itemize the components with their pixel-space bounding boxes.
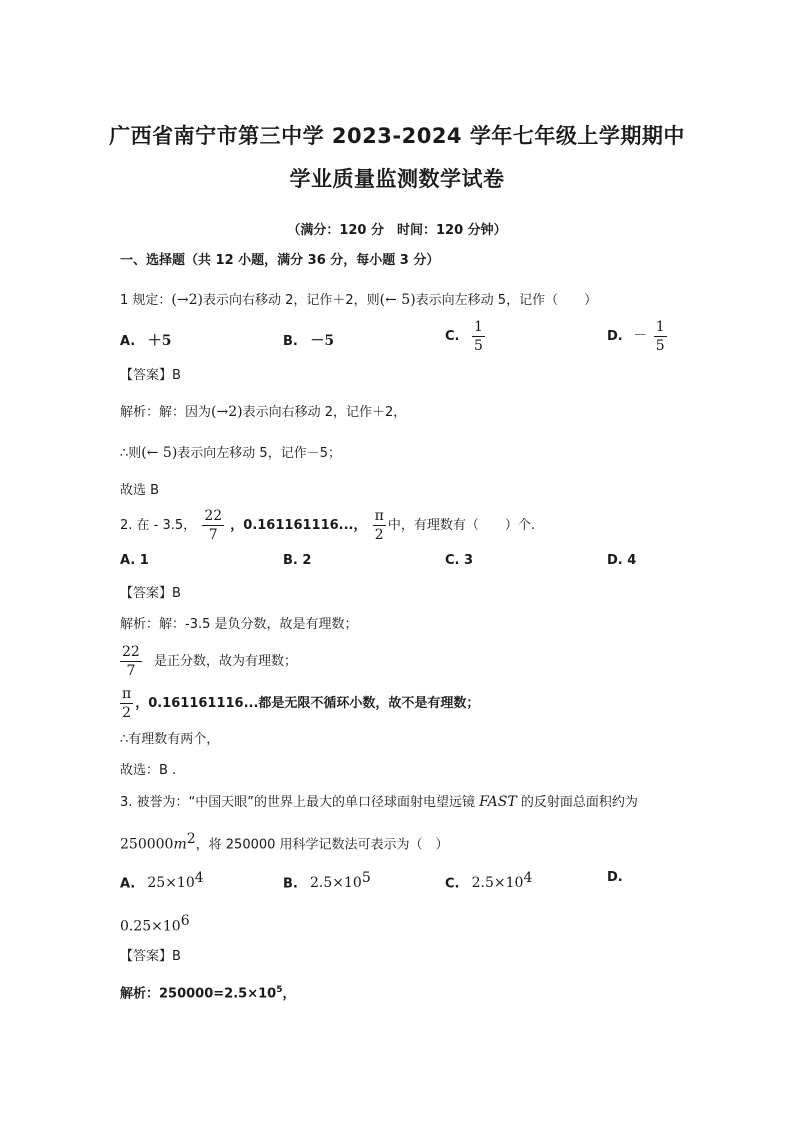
q1-option-c-label: C. (445, 329, 460, 344)
q1-option-c (445, 318, 487, 355)
q3-option-d-value (120, 911, 190, 937)
q2-exp-fraction-pi-2 (120, 685, 133, 722)
q3-option-a-base: 25×10 (147, 875, 195, 892)
question-2-stem (120, 506, 535, 546)
q2-option-b: B. 2 (283, 553, 312, 568)
q2-text-2: ，0.161161116...， (230, 518, 367, 533)
q3-option-c-base: 2.5×10 (471, 875, 524, 892)
q2-exp2-den: 7 (126, 663, 136, 679)
q1-option-d (607, 318, 669, 355)
q2-option-a: A. 1 (120, 553, 149, 568)
q3-option-b-base: 2.5×10 (310, 875, 362, 892)
q1-choice: 故选 B (120, 483, 160, 498)
title-line-2: 学业质量监测数学试卷 (289, 167, 505, 191)
q1-option-d-label: D. (607, 329, 623, 344)
q1-math-right: (→2) (171, 292, 203, 308)
q2-option-c: C. 3 (445, 553, 474, 568)
q1-option-d-num: 1 (655, 319, 665, 335)
q2-exp2-text: 是正分数，故为有理数； (153, 654, 297, 669)
q1-explanation-2 (120, 443, 341, 464)
q1-option-c-den: 5 (474, 338, 483, 354)
q2-fraction-pi-2 (373, 507, 386, 544)
section-heading: 一、选择题（共 12 小题，满分 36 分，每小题 3 分） (120, 253, 440, 268)
q3-option-a-exp: 4 (194, 870, 204, 886)
q1-option-b-value: －5 (310, 333, 335, 349)
q2-exp3-den: 2 (122, 705, 132, 721)
q2-exp2-num: 22 (122, 644, 140, 660)
title-line-1: 广西省南宁市第三中学 2023-2024 学年七年级上学期期中 (109, 124, 685, 148)
q2-text-1: 2. 在 - 3.5， (120, 518, 197, 533)
q1-option-a-label: A. (120, 334, 136, 349)
q3-option-d-label: D. (607, 870, 623, 885)
q1-option-c-num: 1 (474, 319, 483, 335)
q3-explanation (120, 980, 295, 1004)
q3-exp-text-b: ， (282, 986, 296, 1002)
q1-math-left: (← 5) (379, 292, 416, 308)
q2-f2-num: π (374, 508, 384, 524)
q2-f1-den: 7 (208, 527, 218, 543)
q1-exp2-text-b: 表示向左移动 5，记作－5； (177, 446, 341, 461)
q2-explanation-2 (120, 642, 297, 682)
question-1-stem (120, 290, 597, 311)
exam-meta: （满分：120 分 时间：120 分钟） (287, 223, 507, 238)
q2-text-3: 中，有理数有（ ）个. (387, 518, 535, 533)
q1-option-b (283, 330, 334, 350)
question-3-stem-1 (120, 792, 638, 813)
q1-option-b-label: B. (283, 334, 298, 349)
q1-answer: 【答案】B (120, 368, 181, 383)
q1-text-1: 1 规定： (120, 293, 172, 308)
q3-option-c (445, 870, 532, 891)
q2-exp3-text: ，0.161161116...都是无限不循环小数，故不是有理数； (135, 696, 480, 711)
q3-exp-exp: 5 (276, 985, 283, 995)
q1-option-c-fraction (472, 318, 485, 355)
q1-exp1-text-a: 解析：解：因为 (120, 405, 212, 420)
q1-option-d-fraction (654, 318, 667, 355)
q1-exp2-math: (← 5) (141, 445, 178, 461)
q2-f1-num: 22 (204, 508, 223, 524)
q3-exp-text-a: 解析：250000=2.5×10 (120, 986, 277, 1002)
q3-value-unit: m (173, 836, 187, 853)
q2-f2-den: 2 (374, 527, 384, 543)
q1-option-a-value: ＋5 (147, 333, 172, 349)
q1-option-a (120, 330, 172, 350)
q2-explanation-1: 解析：解：-3.5 是负分数，故是有理数； (120, 617, 358, 632)
q1-exp1-math: (→2) (211, 404, 243, 420)
q3-option-c-label: C. (445, 876, 460, 892)
q3-option-d-base: 0.25×10 (120, 918, 181, 935)
q3-value-base: 250000 (120, 836, 174, 853)
q1-exp1-text-b: 表示向右移动 2，记作＋2， (242, 405, 407, 420)
q2-exp-fraction-22-7 (120, 643, 142, 680)
q2-choice: 故选：B . (120, 763, 177, 778)
q3-text-2: 的反射面总面积约为 (520, 795, 638, 810)
q2-answer: 【答案】B (120, 586, 181, 601)
q3-option-a (120, 870, 204, 891)
q2-option-d: D. 4 (607, 553, 637, 568)
q2-fraction-22-7 (202, 507, 224, 544)
q1-text-2: 表示向右移动 2，记作＋2，则 (202, 293, 380, 308)
q1-exp2-text-a: ∴则 (120, 446, 142, 461)
q3-option-c-exp: 4 (523, 870, 533, 886)
q3-fast: FAST (479, 794, 517, 810)
q1-text-3: 表示向左移动 5，记作（ ） (415, 293, 598, 308)
q2-explanation-4: ∴有理数有两个， (120, 732, 220, 747)
q3-option-b-label: B. (283, 876, 298, 892)
q1-option-d-den: 5 (655, 338, 665, 354)
q3-text-1: 3. 被誉为：“中国天眼”的世界上最大的单口径球面射电望远镜 (120, 795, 476, 810)
q2-exp3-num: π (122, 686, 132, 702)
q3-answer: 【答案】B (120, 949, 181, 964)
q3-option-a-label: A. (120, 876, 136, 892)
q3-option-b (283, 870, 371, 891)
q3-option-b-exp: 5 (361, 870, 371, 886)
q2-explanation-3 (120, 684, 479, 724)
q3-value-exp: 2 (186, 831, 196, 847)
q3-option-d-exp: 6 (180, 913, 190, 929)
q3-text-3: ，将 250000 用科学记数法可表示为（ ） (195, 837, 449, 853)
q1-option-d-sign: － (633, 328, 648, 344)
q1-explanation-1 (120, 402, 406, 423)
question-3-stem-2 (120, 829, 449, 855)
